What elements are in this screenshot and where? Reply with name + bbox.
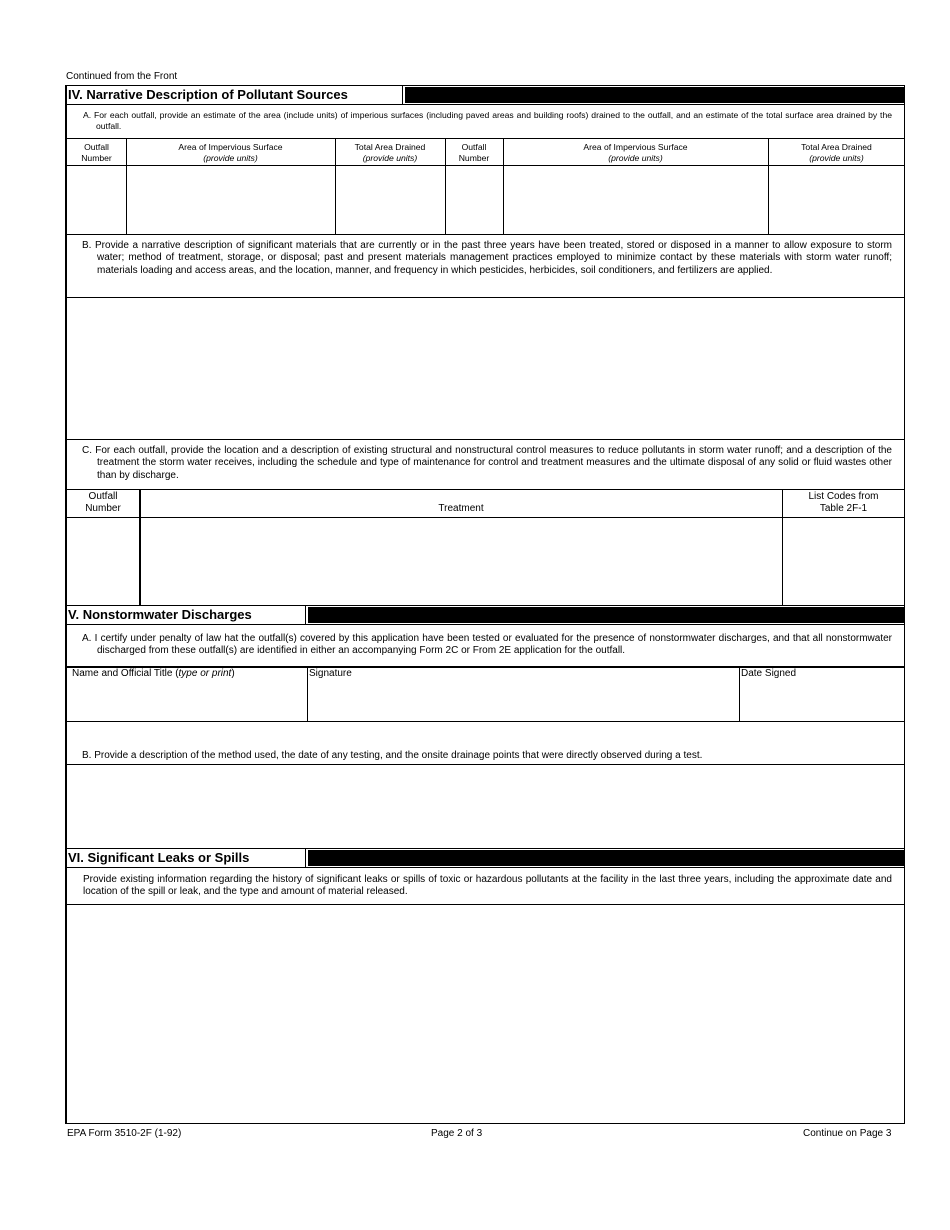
outfall-number-field-2[interactable] — [446, 166, 503, 234]
divider — [67, 138, 904, 139]
col-header-outfall-number-1 — [67, 142, 126, 164]
section-v-a-certification: A. I certify under penalty of law hat the outfall(s) covered by this application have been tested or evaluated for the presence of nonstormwater discharges, and that all nonstormwater discharged from these outfall(s) are identified in either an accompanying Form 2C or From 2E application for the outfall. — [82, 633, 892, 657]
testing-method-field[interactable] — [67, 765, 904, 847]
form-page — [65, 85, 905, 1124]
section-iv-a-instructions: A. For each outfall, provide an estimate of the area (include units) of imperious surfaces (including paved areas and building roofs) drained to the outfall, and an estimate of the total surface area drained by the outfall. — [83, 110, 892, 131]
col-header-treatment: Treatment — [438, 503, 484, 514]
impervious-area-field-2[interactable] — [504, 166, 768, 234]
header-line: Number — [81, 153, 112, 163]
leaks-spills-field[interactable] — [67, 905, 904, 1123]
signature-label: Signature — [309, 668, 352, 679]
label-text: Name and Official Title ( — [72, 668, 179, 679]
header-units: (provide units) — [809, 153, 864, 163]
continue-note: Continue on Page 3 — [803, 1128, 892, 1139]
signature-field[interactable] — [308, 682, 739, 720]
section-v-bar — [308, 607, 904, 623]
header-line: Number — [85, 503, 121, 514]
header-line: Number — [458, 153, 490, 163]
divider — [67, 721, 904, 722]
section-iv-c-instructions: C. For each outfall, provide the location and a description of existing structural and nonstructural control measures to reduce pollutants in storm water runoff; and a description of the treatment the storm water receives, including the schedule and type of maintenance for control and treatment measures and the ultimate disposal of any solid or fluid wastes other than by discharge. — [82, 445, 892, 481]
header-units: (provide units) — [362, 153, 418, 163]
header-line: List Codes from — [808, 491, 879, 502]
header-line: Total Area Drained — [354, 142, 426, 152]
header-line: Outfall — [84, 142, 109, 152]
significant-materials-field[interactable] — [67, 298, 904, 439]
section-vi-bar — [308, 850, 904, 866]
header-line: Outfall — [88, 491, 118, 502]
section-iv-header — [67, 86, 904, 105]
col-header-impervious-area-2 — [503, 142, 768, 164]
header-line: Area of Impervious Surface — [178, 142, 283, 152]
section-vi-header — [67, 848, 904, 868]
label-text: ) — [231, 668, 235, 679]
divider — [67, 439, 904, 440]
list-codes-field[interactable] — [783, 518, 905, 604]
date-signed-label: Date Signed — [741, 668, 797, 679]
col-header-total-area-2 — [768, 142, 905, 164]
header-line: Area of Impervious Surface — [583, 142, 688, 152]
header-line: Table 2F-1 — [819, 503, 868, 514]
name-title-label — [72, 668, 235, 680]
section-vi-instructions: Provide existing information regarding the history of significant leaks or spills of toxic or hazardous pollutants at the facility in the last three years, including the approximate date and location of the spill or leak, and the type and amount of material released. — [83, 874, 892, 898]
header-line: Total Area Drained — [801, 142, 872, 152]
section-v-header — [67, 605, 904, 625]
col-header-total-area-1 — [335, 142, 445, 164]
page-number: Page 2 of 3 — [431, 1128, 483, 1139]
treatment-outfall-number-field[interactable] — [67, 518, 139, 604]
section-v-b-instructions: B. Provide a description of the method used, the date of any testing, and the onsite drainage points that were directly observed during a test. — [82, 750, 703, 761]
impervious-area-field-1[interactable] — [127, 166, 335, 234]
total-area-field-1[interactable] — [336, 166, 445, 234]
col-header-impervious-area-1 — [126, 142, 335, 164]
header-units: (provide units) — [608, 153, 663, 163]
divider — [67, 234, 904, 235]
header-line: Outfall — [461, 142, 487, 152]
section-vi-title: VI. Significant Leaks or Spills — [67, 849, 306, 867]
date-signed-field[interactable] — [740, 682, 905, 720]
section-iv-title: IV. Narrative Description of Pollutant Sources — [67, 86, 403, 104]
section-iv-bar — [405, 87, 904, 103]
name-title-field[interactable] — [67, 682, 307, 720]
total-area-field-2[interactable] — [769, 166, 905, 234]
section-v-title: V. Nonstormwater Discharges — [67, 606, 306, 624]
col-header-outfall-number-2 — [445, 142, 503, 164]
divider — [67, 489, 904, 490]
col-header-list-codes — [782, 491, 905, 515]
treatment-field[interactable] — [141, 518, 782, 604]
continued-from-front: Continued from the Front — [66, 71, 178, 82]
form-id: EPA Form 3510-2F (1-92) — [67, 1128, 182, 1139]
label-italic: type or print — [178, 668, 232, 679]
outfall-number-field-1[interactable] — [67, 166, 126, 234]
section-iv-b-instructions: B. Provide a narrative description of significant materials that are currently or in the past three years have been treated, stored or disposed in a manner to allow exposure to storm water; method of treatment, storage, or disposal; past and present materials management practices employed to minimize contact by these materials with storm water runoff; materials loading and access areas, and the location, manner, and frequency in which pesticides, herbicides, soil conditioners, and fertilizers are applied. — [82, 240, 892, 276]
header-units: (provide units) — [203, 153, 258, 163]
col-header-outfall-number — [67, 491, 139, 515]
